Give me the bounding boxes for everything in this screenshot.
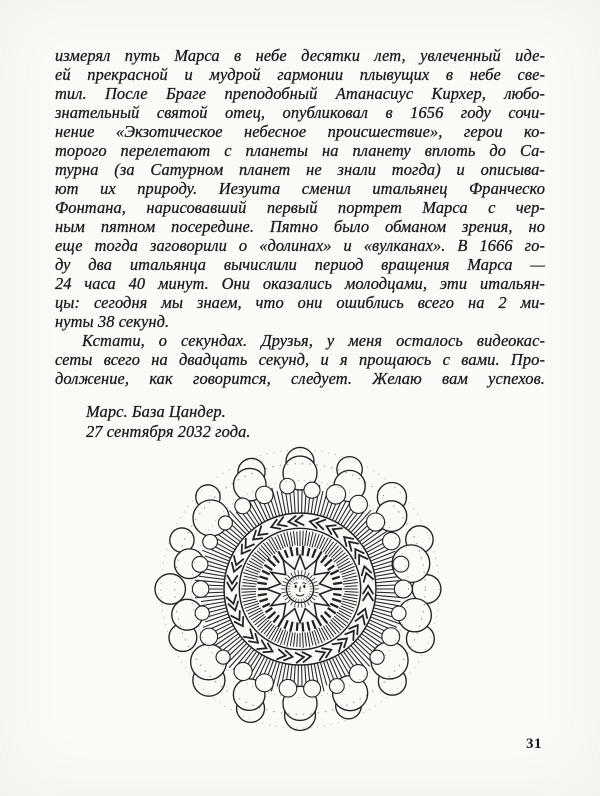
body-text — [55, 46, 545, 441]
paragraph-1 — [55, 46, 545, 331]
text-line: торого перелетают с планеты на планету вплоть до Са- — [55, 141, 545, 160]
text-line: Фонтана, нарисовавший первый портрет Марса с чер- — [55, 198, 545, 217]
text-line: турна (за Сатурном планет не знали тогда) и описыва- — [55, 160, 545, 179]
signature-line: Марс. База Цандер. — [86, 402, 226, 421]
text-line: знательный святой отец, опубликовал в 1656 году сочи- — [55, 103, 545, 122]
text-line: ным пятном посередине. Пятно было обманом зрения, но — [55, 217, 545, 236]
text-line: еще тогда заговорили о «долинах» и «вулканах». В 1666 го- — [55, 236, 545, 255]
text-line: Кстати, о секундах. Друзья, у меня осталось видеокас- — [82, 331, 545, 350]
text-line: измерял путь Марса в небе десятки лет, увлеченный иде- — [55, 46, 545, 65]
signature-block — [55, 402, 545, 441]
sun-face-engraving-icon — [152, 441, 448, 737]
text-line: должение, как говорится, следует. Желаю вам успехов. — [55, 369, 545, 388]
signature-line: 27 сентября 2032 года. — [86, 421, 251, 441]
text-line: 24 часа 40 минут. Они оказались молодцами, эти итальян- — [55, 274, 545, 293]
text-line: нуты 38 секунд. — [55, 312, 170, 331]
paragraph-2 — [55, 331, 545, 388]
text-line: нение «Экзотическое небесное происшествие», герои ко- — [55, 122, 545, 141]
text-line: ют их природу. Иезуита сменил итальянец Франческо — [55, 179, 545, 198]
text-line: тил. После Браге преподобный Атанасиус Кирхер, любо- — [55, 84, 545, 103]
text-line: ду два итальянца вычислили период вращения Марса — — [55, 255, 545, 274]
text-line: цы: сегодня мы знаем, что они ошиблись всего на 2 ми- — [55, 293, 545, 312]
page-number: 31 — [526, 736, 542, 752]
text-line: сеты всего на двадцать секунд, и я прощаюсь с вами. Про- — [55, 350, 545, 369]
sun-face-engraving-illustration — [152, 441, 448, 737]
text-line: ей прекрасной и мудрой гармонии плывущих в небе све- — [55, 65, 545, 84]
